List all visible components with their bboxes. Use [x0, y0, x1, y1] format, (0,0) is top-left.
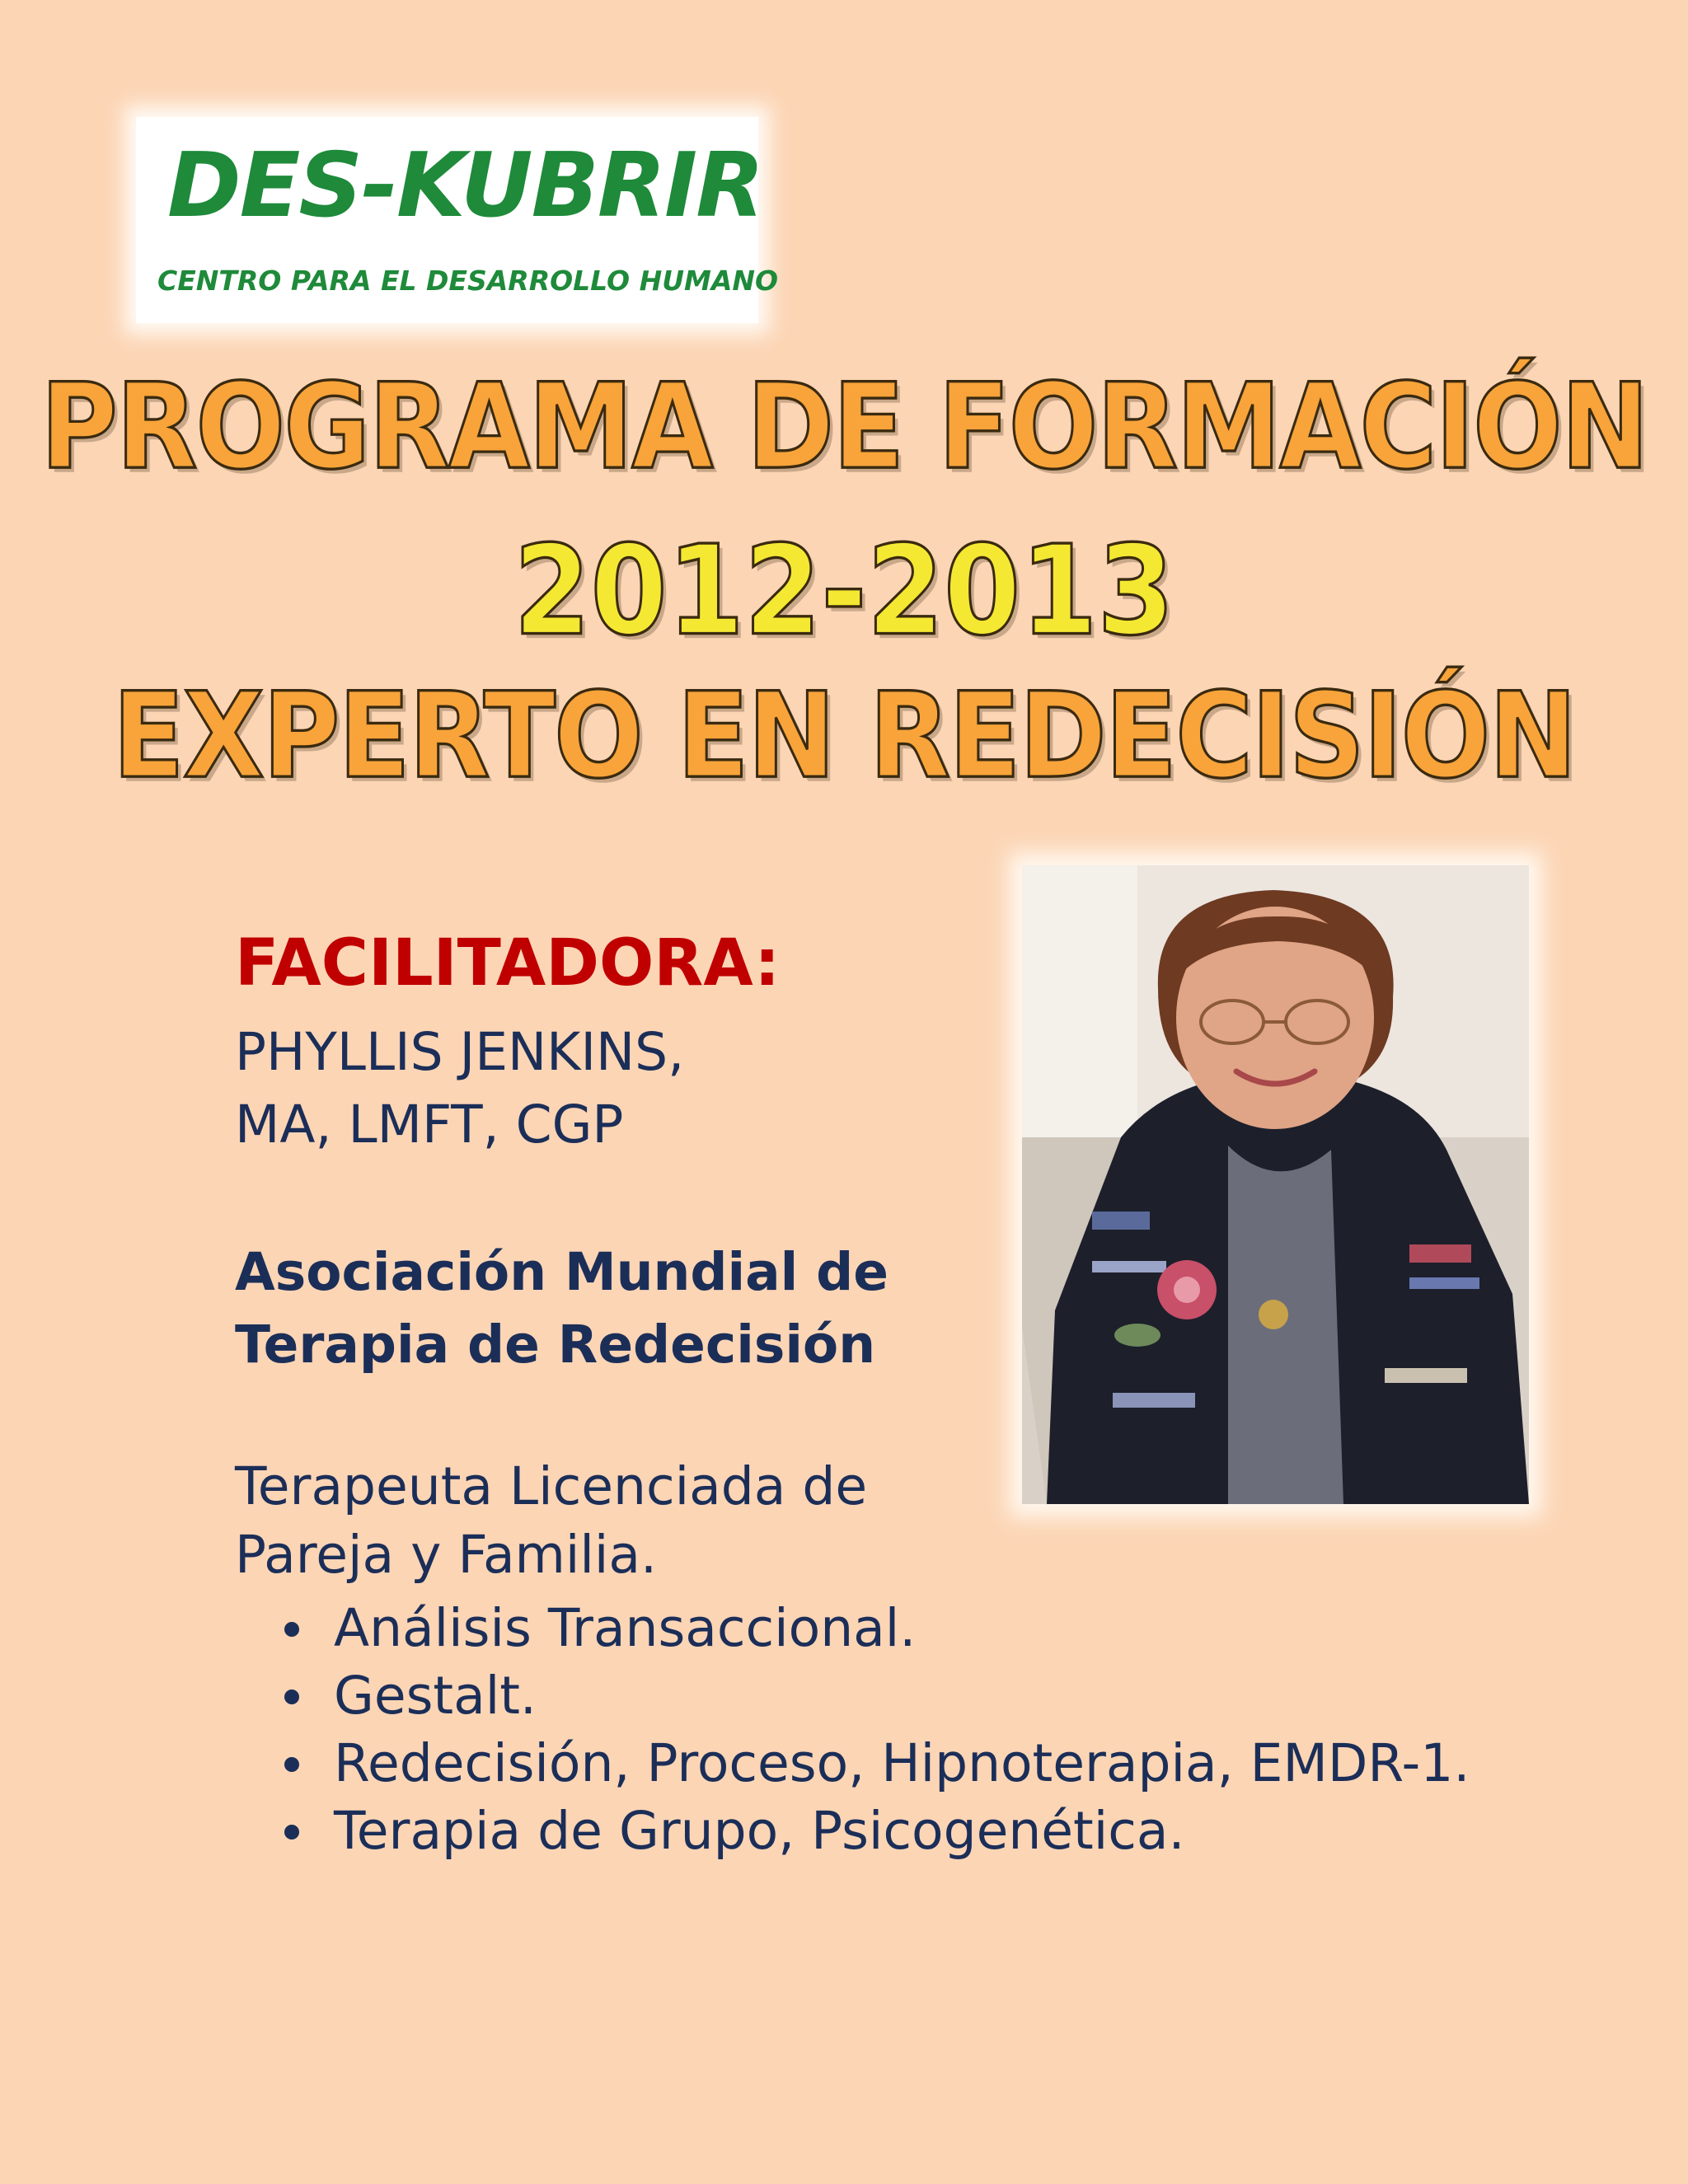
facilitator-name: PHYLLIS JENKINS, — [235, 1022, 685, 1082]
list-item — [284, 1595, 1470, 1662]
description-line-2: Pareja y Familia. — [235, 1525, 658, 1585]
facilitator-label: FACILITADORA: — [235, 926, 781, 1001]
association-line-2: Terapia de Redecisión — [235, 1315, 876, 1375]
specialty-text: Análisis Transaccional. — [334, 1598, 917, 1658]
list-item — [284, 1797, 1470, 1865]
heading-years: 2012-2013 — [513, 518, 1175, 663]
association-line-1: Asociación Mundial de — [235, 1242, 889, 1302]
portrait-image — [1022, 865, 1529, 1504]
specialty-text: Gestalt. — [334, 1666, 537, 1726]
list-item — [284, 1730, 1470, 1797]
logo-name: DES-KUBRIR — [167, 134, 763, 237]
facilitator-credentials: MA, LMFT, CGP — [235, 1094, 624, 1155]
facilitator-photo — [1022, 865, 1529, 1504]
description-line-1: Terapeuta Licenciada de — [235, 1456, 868, 1516]
heading-expert: EXPERTO EN REDECISIÓN — [112, 668, 1576, 805]
bullet-icon — [284, 1757, 299, 1772]
specialty-text: Terapia de Grupo, Psicogenética. — [334, 1801, 1185, 1861]
logo-tagline: CENTRO PARA EL DESARROLLO HUMANO — [157, 265, 779, 297]
bullet-icon — [284, 1690, 299, 1704]
heading-program: PROGRAMA DE FORMACIÓN — [40, 359, 1648, 496]
specialty-text: Redecisión, Proceso, Hipnoterapia, EMDR-1. — [334, 1733, 1470, 1793]
bullet-icon — [284, 1825, 299, 1840]
logo — [136, 117, 779, 323]
bullet-icon — [284, 1622, 299, 1637]
list-item — [284, 1662, 1470, 1730]
specialties-list — [284, 1595, 1470, 1865]
